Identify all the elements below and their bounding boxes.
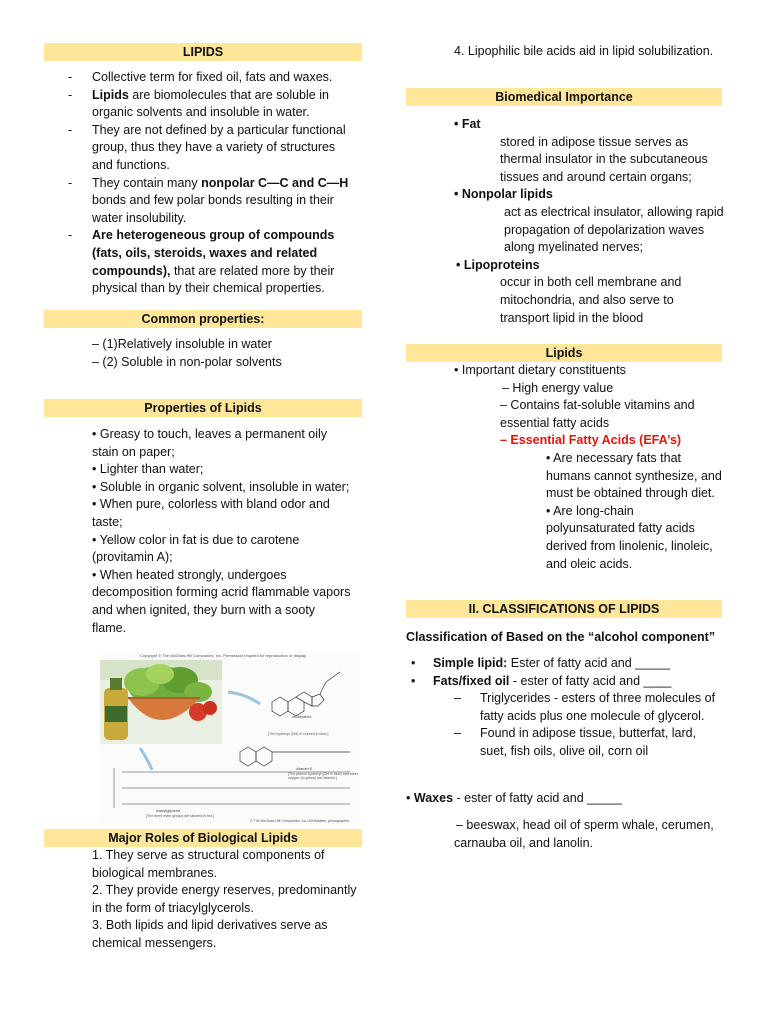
common-properties-list [92, 336, 352, 371]
lipoproteins-description: occur in both cell membrane and mitochondria, and also serve to transport lipid in the blood [500, 275, 682, 325]
definition-item [44, 175, 352, 228]
definition-text: They are not defined by a particular functional group, thus they have a variety of structures and functions. [92, 122, 346, 172]
definition-text: are biomolecules that are soluble in organic solvents and insoluble in water. [92, 87, 329, 120]
property-item: • Yellow color in fat is due to carotene (provitamin A); [92, 532, 300, 565]
cholesterol-label: cholesterol [292, 714, 312, 719]
dash-marker: - [68, 175, 73, 190]
cholesterol-caption: [The hydroxyl (OH) is colored in blue.] [268, 732, 329, 736]
dash: – [454, 691, 461, 706]
found-in-item [406, 725, 716, 760]
major-roles-list [92, 847, 366, 953]
section-header-lipids: LIPIDS [44, 43, 362, 61]
property-item: • Greasy to touch, leaves a permanent oily stain on paper; [92, 427, 328, 459]
properties-list [92, 426, 352, 637]
classification-intro: Classification of Based on the “alcohol component” [406, 630, 716, 644]
role-item: 2. They provide energy reserves, predominantly in the form of triacylglycerols. [92, 883, 357, 915]
triglycerides-text: Triglycerides - esters of three molecules of fatty acids plus one molecule of glycerol. [480, 691, 716, 723]
waxes-label: Waxes [413, 791, 454, 805]
definition-text: nonpolar C—C and C—H [201, 175, 349, 190]
fats-fixed-oil-text: - ester of fatty acid and ____ [509, 673, 672, 688]
figure-copyright: Copyright © The McGraw-Hill Companies, Inc. Permission required for reproduction or display. [140, 653, 307, 658]
role-item: 3. Both lipids and lipid derivatives serve as chemical messengers. [92, 918, 328, 950]
lipoproteins-label: • Lipoproteins [456, 257, 540, 272]
fat-description: stored in adipose tissue serves as thermal insulator in the subcutaneous tissues and around certain organs; [500, 134, 708, 184]
efa-point: • Are long-chain polyunsaturated fatty acids derived from linolenic, linoleic, and oleic acids. [546, 503, 713, 571]
section-header-common-properties: Common properties: [44, 310, 362, 328]
vitamin-e-caption: [The phenol hydroxyl (OH in blue) and ether oxygen (in green) are labeled.] [288, 772, 358, 781]
simple-lipid-item [406, 655, 722, 673]
nonpolar-lipids-description: act as electrical insulator, allowing rapid propagation of depolarization waves along myelinated nerves; [504, 204, 724, 255]
definition-text: Collective term for fixed oil, fats and waxes. [92, 70, 333, 84]
bullet: • [406, 791, 411, 805]
definition-text: bonds and few polar bonds resulting in their water insolubility. [92, 193, 334, 225]
definition-text: Lipids [92, 87, 129, 102]
waxes-examples-text: – beeswax, head oil of sperm whale, cerumen, carnauba oil, and lanolin. [454, 818, 714, 850]
dietary-list [454, 362, 724, 573]
fat-soluble-item: – Contains fat-soluble vitamins and essential fatty acids [500, 398, 695, 430]
dash: – [454, 726, 461, 741]
dash-marker: - [68, 70, 73, 84]
biomedical-list [454, 116, 724, 327]
common-property-item: – (2) Soluble in non-polar solvents [92, 354, 282, 369]
dash-marker: - [68, 122, 73, 137]
vitamin-e-label: vitamin E [296, 766, 313, 771]
simple-lipid-label: Simple lipid: [433, 656, 508, 670]
classification-list [406, 655, 722, 761]
high-energy-item: – High energy value [502, 380, 614, 395]
triacylglycerol-caption: [The three ester groups are labeled in red.] [146, 814, 215, 818]
fat-label: • Fat [454, 117, 481, 131]
lipids-definition-list [44, 69, 352, 298]
definition-text: that are related more by their physical than by their chemical properties. [92, 263, 335, 296]
dietary-constituents: • Important dietary constituents [454, 363, 626, 377]
section-header-classifications: II. CLASSIFICATIONS OF LIPIDS [406, 600, 722, 618]
triacylglycerol-label: triacylglycerol [156, 808, 181, 813]
definition-item [44, 69, 352, 87]
definition-item [44, 122, 352, 175]
figure-artwork [100, 652, 360, 824]
definition-item [44, 87, 352, 122]
property-item: • When heated strongly, undergoes decomposition forming acrid flammable vapors and when ignited, they burn with a sooty flame. [92, 567, 351, 635]
essential-fatty-acids-heading: – Essential Fatty Acids (EFA’s) [500, 433, 682, 448]
role-item: 1. They serve as structural components of biological membranes. [92, 848, 325, 880]
simple-lipid-text: Ester of fatty acid and _____ [507, 656, 670, 670]
property-item: • Lighter than water; [92, 462, 204, 477]
waxes-examples [454, 817, 716, 852]
fats-fixed-oil-label: Fats/fixed oil [433, 673, 510, 688]
lipids-figure [100, 652, 360, 824]
definition-item [44, 227, 352, 297]
bullet: • [411, 673, 416, 688]
bullet: • [411, 656, 416, 670]
found-in-text: Found in adipose tissue, butterfat, lard, suet, fish oils, olive oil, corn oil [480, 726, 697, 758]
fats-fixed-oil-item [406, 673, 722, 691]
section-header-major-roles: Major Roles of Biological Lipids [44, 829, 362, 847]
section-header-biomedical-importance: Biomedical Importance [406, 88, 722, 106]
dash-marker: - [68, 87, 73, 102]
section-header-properties-of-lipids: Properties of Lipids [44, 399, 362, 417]
dash-marker: - [68, 228, 73, 243]
triglycerides-item [406, 690, 716, 725]
efa-point: • Are necessary fats that humans cannot synthesize, and must be obtained through diet. [546, 450, 722, 501]
role-item-4: 4. Lipophilic bile acids aid in lipid solubilization. [454, 44, 714, 58]
section-header-lipids-right: Lipids [406, 344, 722, 362]
waxes-text: - ester of fatty acid and _____ [453, 791, 622, 805]
waxes-item [406, 790, 722, 808]
figure-footer: © The McGraw-Hill Companies, Inc./Jill Braaten, photographer [250, 819, 350, 823]
definition-text: Are heterogeneous group of compounds (fats, oils, steroids, waxes and related compounds), [92, 228, 335, 278]
common-property-item: – (1)Relatively insoluble in water [92, 337, 272, 351]
property-item: • Soluble in organic solvent, insoluble in water; • When pure, colorless with bland odor and taste; [92, 479, 350, 529]
definition-text: They contain many [92, 175, 202, 190]
nonpolar-lipids-label: • Nonpolar lipids [454, 187, 553, 202]
